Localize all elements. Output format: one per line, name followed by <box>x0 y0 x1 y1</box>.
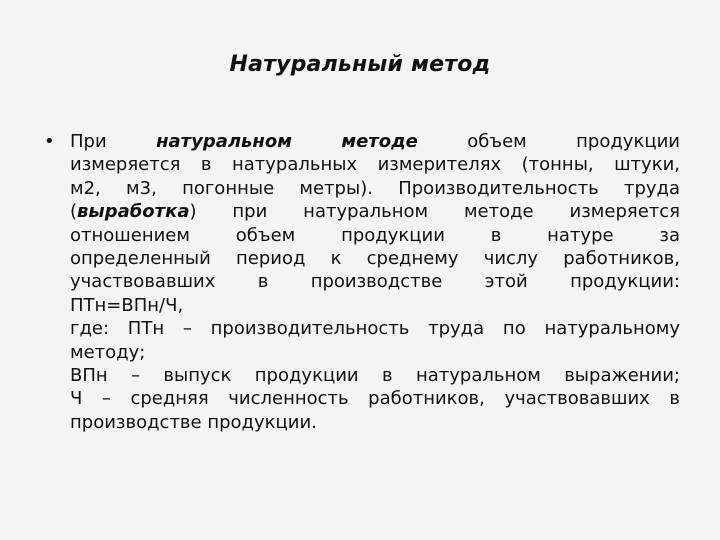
bullet-marker: • <box>44 131 55 152</box>
text-line <box>70 200 680 223</box>
text-run: ( <box>70 201 78 223</box>
text-line-content <box>70 295 183 316</box>
bullet-text <box>70 130 680 434</box>
emphasized-term: выработка <box>77 201 190 223</box>
text-line <box>70 317 680 340</box>
text-line <box>70 224 680 247</box>
text-line-content <box>70 154 680 175</box>
text-line <box>70 364 680 387</box>
text-run: м2, м3, погонные метры). Производительность труда <box>70 177 680 199</box>
text-line-content <box>70 201 680 222</box>
text-run: ) при натуральном методе измеряется <box>189 201 680 223</box>
text-run: При <box>70 131 157 152</box>
text-line-content <box>70 365 680 386</box>
text-line <box>70 153 680 176</box>
text-line <box>70 387 680 410</box>
text-run: ВПн – выпуск продукции в натуральном выражении; <box>70 365 680 387</box>
text-run: определенный период к среднему числу работников, <box>70 248 680 270</box>
text-line-content <box>70 342 145 363</box>
text-line <box>70 294 680 317</box>
text-line <box>70 270 680 293</box>
text-run: методу; <box>70 341 146 363</box>
text-line-content <box>70 178 680 199</box>
text-run: производстве продукции. <box>70 411 317 433</box>
text-line-content <box>70 412 317 433</box>
text-run: объем продукции <box>417 131 680 152</box>
text-line-content <box>70 248 680 269</box>
text-line <box>70 341 680 364</box>
text-line <box>70 130 680 153</box>
text-run <box>292 131 341 152</box>
text-line-content <box>70 388 680 409</box>
text-line <box>70 411 680 434</box>
text-line-content <box>70 131 680 152</box>
text-run: где: ПТн – производительность труда по натуральному <box>70 318 680 340</box>
text-run: отношением объем продукции в натуре за <box>70 224 680 246</box>
text-line <box>70 247 680 270</box>
text-line-content <box>70 318 680 339</box>
text-run: измеряется в натуральных измерителях (тонны, штуки, <box>70 154 680 176</box>
text-line <box>70 177 680 200</box>
text-run: Ч – средняя численность работников, участвовавших в <box>70 388 680 410</box>
text-line-content <box>70 271 680 292</box>
text-run: ПТн=ВПн/Ч, <box>70 294 184 316</box>
emphasized-term: методе <box>341 131 418 152</box>
text-line-content <box>70 225 680 246</box>
slide-title: Натуральный метод <box>229 52 491 77</box>
emphasized-term: натуральном <box>156 131 292 152</box>
text-run: участвовавших в производстве этой продукции: <box>70 271 680 293</box>
